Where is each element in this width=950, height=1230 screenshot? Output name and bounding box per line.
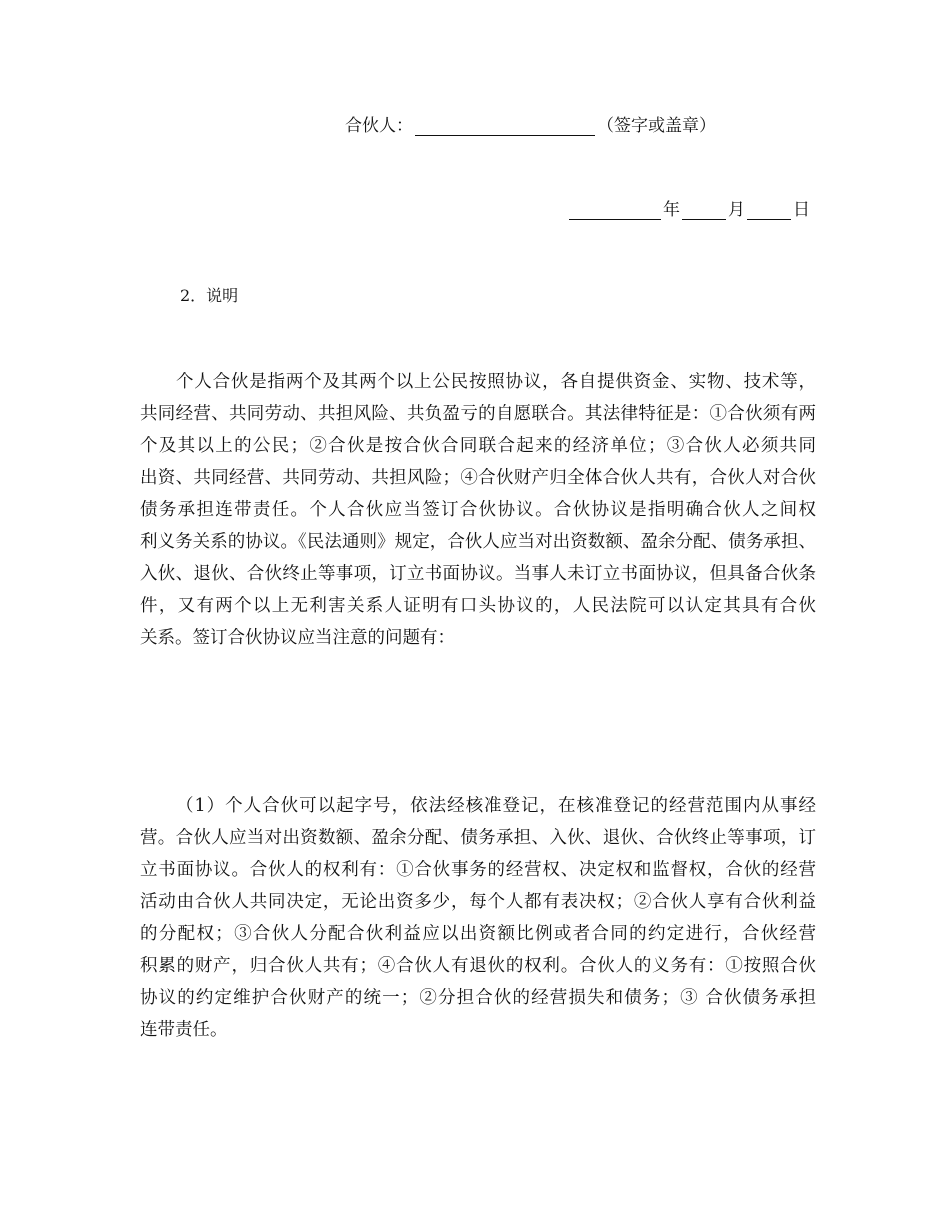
paragraph-line: 连带责任。 bbox=[140, 1020, 228, 1040]
year-blank bbox=[569, 199, 661, 220]
paragraph-description bbox=[140, 366, 816, 654]
paragraph-line: 协议的约定维护合伙财产的统一；②分担合伙的经营损失和债务；③ 合伙债务承担 bbox=[140, 988, 816, 1008]
date-line bbox=[567, 196, 810, 224]
paragraph-line: 共同经营、共同劳动、共担风险、共负盈亏的自愿联合。其法律特征是：①合伙须有两 bbox=[140, 404, 816, 424]
day-label: 日 bbox=[793, 200, 810, 220]
signature-line bbox=[345, 112, 716, 140]
paragraph-line: 营。合伙人应当对出资数额、盈余分配、债务承担、入伙、退伙、合伙终止等事项，订 bbox=[140, 828, 816, 848]
day-blank bbox=[747, 199, 791, 220]
signature-suffix: （签字或盖章） bbox=[597, 116, 716, 136]
month-blank bbox=[682, 199, 726, 220]
paragraph-line: 积累的财产，归合伙人共有；④合伙人有退伙的权利。合伙人的义务有：①按照合伙 bbox=[140, 956, 816, 976]
paragraph-line: 个人合伙是指两个及其两个以上公民按照协议，各自提供资金、实物、技术等， bbox=[176, 372, 816, 392]
signature-label: 合伙人： bbox=[345, 116, 413, 136]
paragraph-line: 入伙、退伙、合伙终止等事项，订立书面协议。当事人未订立书面协议，但具备合伙条 bbox=[140, 564, 816, 584]
paragraph-line: （1）个人合伙可以起字号，依法经核准登记，在核准登记的经营范围内从事经 bbox=[176, 796, 816, 816]
paragraph-line: 的分配权；③合伙人分配合伙利益应以出资额比例或者合同的约定进行，合伙经营 bbox=[140, 924, 816, 944]
paragraph-line: 活动由合伙人共同决定，无论出资多少，每个人都有表决权；②合伙人享有合伙利益 bbox=[140, 892, 816, 912]
paragraph-item-1 bbox=[140, 790, 816, 1046]
signature-blank bbox=[415, 115, 595, 136]
section-heading: 2．说明 bbox=[180, 286, 239, 305]
paragraph-line: 个及其以上的公民；②合伙是按合伙合同联合起来的经济单位；③合伙人必须共同 bbox=[140, 436, 816, 456]
paragraph-line: 出资、共同经营、共同劳动、共担风险；④合伙财产归全体合伙人共有，合伙人对合伙 bbox=[140, 468, 816, 488]
paragraph-line: 件，又有两个以上无利害关系人证明有口头协议的，人民法院可以认定其具有合伙 bbox=[140, 596, 816, 616]
month-label: 月 bbox=[728, 200, 745, 220]
paragraph-line: 立书面协议。合伙人的权利有：①合伙事务的经营权、决定权和监督权，合伙的经营 bbox=[140, 860, 816, 880]
paragraph-line: 关系。签订合伙协议应当注意的问题有： bbox=[140, 628, 455, 648]
year-label: 年 bbox=[663, 200, 680, 220]
paragraph-line: 利义务关系的协议。《民法通则》规定，合伙人应当对出资数额、盈余分配、债务承担、 bbox=[140, 532, 816, 552]
paragraph-line: 债务承担连带责任。个人合伙应当签订合伙协议。合伙协议是指明确合伙人之间权 bbox=[140, 500, 816, 520]
